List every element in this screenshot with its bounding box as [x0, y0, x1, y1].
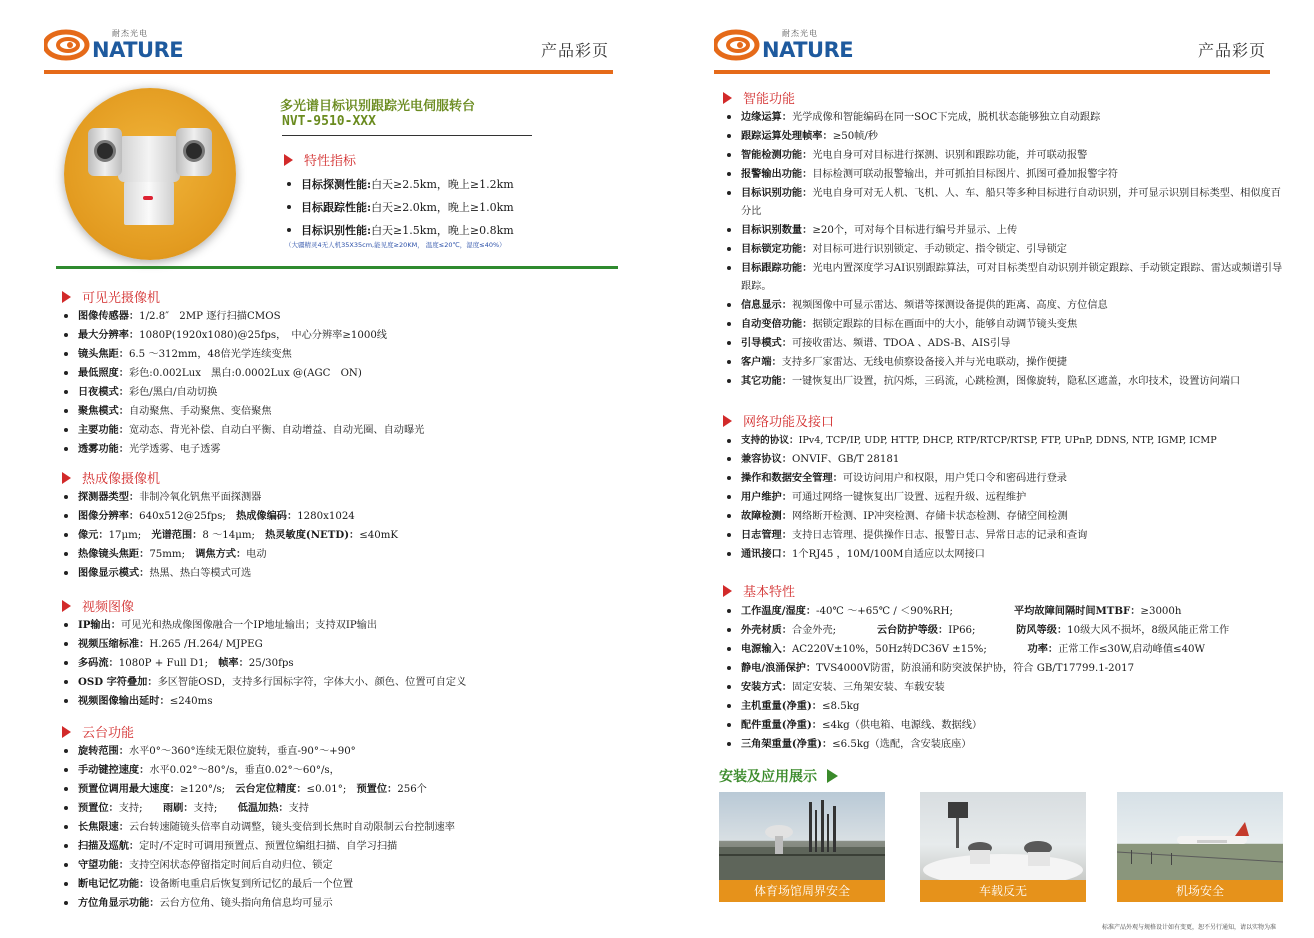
list-item: 透雾功能：光学透雾、电子透雾 — [60, 440, 424, 459]
list-item: 操作和数据安全管理：可设访问用户和权限，用户凭口令和密码进行登录 — [723, 469, 1289, 488]
camera-lens-right — [183, 140, 205, 162]
camera-body — [118, 136, 180, 182]
list-item: 目标跟踪性能:白天≥2.0km，晚上≥1.0km — [283, 196, 514, 219]
section-head-gallery — [719, 766, 838, 786]
header-divider — [714, 70, 1270, 74]
list-item: 配件重量(净重)：≤4kg（供电箱、电源线、数据线） — [723, 716, 1289, 735]
list-item: 报警输出功能：目标检测可联动报警输出，并可抓拍目标图片、抓图可叠加报警字符 — [723, 165, 1283, 184]
list-item: 图像分辨率：640x512@25fps; 热成像编码：1280x1024 — [60, 507, 398, 526]
section-title: 智能功能 — [743, 92, 796, 107]
header — [44, 24, 613, 74]
triangle-bullet-icon — [62, 600, 71, 612]
list-item: 守望功能：支持空闲状态停留指定时间后自动归位、锁定 — [60, 856, 455, 875]
section-head-network — [723, 411, 834, 430]
section-head-smart — [723, 88, 795, 107]
list-item: 旋转范围：水平0°～360°连续无限位旋转，垂直-90°～+90° — [60, 742, 455, 761]
product-model: NVT-9510-XXX — [282, 114, 376, 129]
gallery-photo-stadium — [719, 792, 885, 902]
airport-scene-icon — [1117, 792, 1283, 880]
triangle-bullet-icon — [62, 291, 71, 303]
list-item: 引导模式：可接收雷达、频谱、TDOA 、ADS-B、AIS引导 — [723, 334, 1283, 353]
footnote: 标准产品外观与规格设计如有变更，恕不另行通知，请以实物为准 — [1101, 924, 1276, 931]
brand-name-en: NATURE — [92, 38, 184, 62]
vehicle-scene — [920, 792, 1086, 880]
triangle-bullet-icon — [723, 585, 732, 597]
header-divider — [44, 70, 613, 74]
smart-list — [723, 108, 1283, 391]
list-item: 自动变倍功能：据锁定跟踪的目标在画面中的大小，能够自动调节镜头变焦 — [723, 315, 1283, 334]
brand-name-en: NATURE — [762, 38, 854, 62]
triangle-bullet-icon — [284, 154, 293, 166]
list-item: 目标识别性能:白天≥1.5km，晚上≥0.8km — [283, 219, 514, 242]
product-image — [64, 88, 236, 260]
airport-scene — [1117, 792, 1283, 880]
list-item: 用户维护：可通过网络一键恢复出厂设置、远程升级、远程维护 — [723, 488, 1289, 507]
list-item: 手动键控速度：水平0.02°～80°/s，垂直0.02°～60°/s， — [60, 761, 455, 780]
video-list — [60, 616, 466, 711]
list-item: 外壳材质：合金外壳; 云台防护等级：IP66; 防风等级：10级大风不损坏，8级风能正常工作 — [723, 621, 1289, 640]
list-item: 扫描及巡航：定时/不定时可调用预置点、预置位编组扫描、自学习扫描 — [60, 837, 455, 856]
gallery-photo-airport — [1117, 792, 1283, 902]
camera-lens-left — [94, 140, 116, 162]
list-item: 目标锁定功能：对目标可进行识别锁定、手动锁定、指令锁定、引导锁定 — [723, 240, 1283, 259]
section-title: 热成像摄像机 — [82, 472, 161, 487]
list-item: 目标识别数量：≥20个，可对每个目标进行编号并显示、上传 — [723, 221, 1283, 240]
list-item: 视频图像输出延时：≤240ms — [60, 692, 466, 711]
list-item: 图像传感器：1/2.8″ 2MP 逐行扫描CMOS — [60, 307, 424, 326]
list-item: 支持的协议：IPv4, TCP/IP, UDP, HTTP, DHCP, RTP/RTCP/RTSP, FTP, UPnP, DDNS, NTP, IGMP, ICMP — [723, 432, 1289, 450]
list-item: 最大分辨率：1080P(1920x1080)@25fps， 中心分辨率≥1000线 — [60, 326, 424, 345]
brand-logo — [44, 28, 184, 64]
list-item: 方位角显示功能：云台方位角、镜头指向角信息均可显示 — [60, 894, 455, 913]
list-item: 长焦限速：云台转速随镜头倍率自动调整，镜头变倍到长焦时自动限制云台控制速率 — [60, 818, 455, 837]
visible-camera-list — [60, 307, 424, 459]
list-item: 最低照度：彩色:0.002Lux 黑白:0.0002Lux @(AGC ON) — [60, 364, 424, 383]
camera-base — [124, 180, 174, 225]
list-item: 目标识别功能：光电自身可对无人机、飞机、人、车、船只等多种目标进行自动识别，并可显示识别目标类型、相似度百分比 — [723, 184, 1283, 221]
section-head-ptz — [62, 722, 134, 741]
list-item: 镜头焦距：6.5 ～312mm，48倍光学连续变焦 — [60, 345, 424, 364]
section-title: 网络功能及接口 — [743, 415, 835, 430]
list-item: 主要功能：宽动态、背光补偿、自动白平衡、自动增益、自动光圈、自动曝光 — [60, 421, 424, 440]
triangle-bullet-icon — [723, 92, 732, 104]
stadium-scene — [719, 792, 885, 880]
list-item: 客户端：支持多厂家雷达、无线电侦察设备接入并与光电联动，操作便捷 — [723, 353, 1283, 372]
list-item: 热像镜头焦距：75mm; 调焦方式：电动 — [60, 545, 398, 564]
list-item: 主机重量(净重)：≤8.5kg — [723, 697, 1289, 716]
list-item: 图像显示模式：热黑、热白等模式可选 — [60, 564, 398, 583]
section-head-basic — [723, 581, 795, 600]
list-item: 探测器类型：非制冷氧化钒焦平面探测器 — [60, 488, 398, 507]
list-item: 多码流：1080P + Full D1; 帧率：25/30fps — [60, 654, 466, 673]
list-item: 像元：17μm; 光谱范围：8 ～14μm; 热灵敏度(NETD)：≤40mK — [60, 526, 398, 545]
list-item: 安装方式：固定安装、三角架安装、车载安装 — [723, 678, 1289, 697]
title-divider — [282, 135, 532, 136]
section-head-specs — [284, 150, 356, 169]
brand-logo — [714, 28, 854, 64]
list-item: 目标探测性能:白天≥2.5km，晚上≥1.2km — [283, 173, 514, 196]
section-title: 可见光摄像机 — [82, 291, 161, 306]
thermal-camera-list — [60, 488, 398, 583]
triangle-bullet-icon — [723, 415, 732, 427]
stadium-scene-icon — [719, 792, 885, 880]
triangle-bullet-icon — [62, 472, 71, 484]
list-item: 工作温度/湿度：-40℃ ～+65℃ / ＜90%RH; 平均故障间隔时间MTBF：≥3000h — [723, 602, 1289, 621]
camera-logo-mark — [143, 196, 153, 200]
list-item: 目标跟踪功能：光电内置深度学习AI识别跟踪算法，可对目标类型自动识别并锁定跟踪、手动锁定跟踪、雷达或频谱引导跟踪。 — [723, 259, 1283, 296]
specs-list — [283, 173, 514, 242]
basic-list — [723, 602, 1289, 754]
section-title: 云台功能 — [82, 726, 135, 741]
list-item: 断电记忆功能：设备断电重启后恢复到所记忆的最后一个位置 — [60, 875, 455, 894]
specs-note: （大疆精灵4无人机35X35cm,能见度≥20KM， 温度≤20℃，湿度≤40%） — [285, 241, 506, 249]
list-item: 智能检测功能：光电自身可对目标进行探测、识别和跟踪功能，并可联动报警 — [723, 146, 1283, 165]
list-item: 边缘运算：光学成像和智能编码在同一SOC下完成，脱机状态能够独立自动跟踪 — [723, 108, 1283, 127]
list-item: 日志管理：支持日志管理、提供操作日志、报警日志、异常日志的记录和查询 — [723, 526, 1289, 545]
list-item: 故障检测：网络断开检测、IP冲突检测、存储卡状态检测、存储空间检测 — [723, 507, 1289, 526]
list-item: 预置位调用最大速度：≥120°/s; 云台定位精度：≤0.01°; 预置位：256个 — [60, 780, 455, 799]
list-item: 信息显示：视频图像中可显示雷达、频谱等探测设备提供的距离、高度、方位信息 — [723, 296, 1283, 315]
list-item: 其它功能：一键恢复出厂设置，抗闪烁，三码流，心跳检测，图像旋转，隐私区遮盖，水印技术，设置访问端口 — [723, 372, 1283, 391]
swirl-logo-icon — [44, 28, 90, 62]
list-item: 聚焦模式：自动聚焦、手动聚焦、变倍聚焦 — [60, 402, 424, 421]
gallery-caption: 车载反无 — [920, 880, 1086, 902]
list-item: 跟踪运算处理帧率：≥50帧/秒 — [723, 127, 1283, 146]
page-right — [657, 0, 1314, 938]
triangle-bullet-icon — [827, 769, 838, 783]
section-title: 安装及应用展示 — [719, 769, 817, 785]
network-list — [723, 432, 1289, 564]
gallery-photo-vehicle — [920, 792, 1086, 902]
brand-name-cn: 耐杰光电 — [112, 29, 148, 38]
section-title: 特性指标 — [304, 154, 357, 169]
product-title: 多光谱目标识别跟踪光电伺服转台 — [280, 99, 476, 114]
header — [714, 24, 1270, 74]
list-item: IP输出：可见光和热成像图像融合一个IP地址输出；支持双IP输出 — [60, 616, 466, 635]
vehicle-scene-icon — [920, 792, 1086, 880]
list-item: 兼容协议：ONVIF、GB/T 28181 — [723, 450, 1289, 469]
list-item: 日夜模式：彩色/黑白/自动切换 — [60, 383, 424, 402]
list-item: 静电/浪涌保护：TVS4000V防雷，防浪涌和防突波保护协，符合 GB/T17799.1-2017 — [723, 659, 1289, 678]
green-divider — [56, 266, 618, 269]
list-item: OSD 字符叠加：多区智能OSD，支持多行国标字符，字体大小、颜色、位置可自定义 — [60, 673, 466, 692]
swirl-logo-icon — [714, 28, 760, 62]
ptz-list — [60, 742, 455, 913]
list-item: 电源输入：AC220V±10%，50Hz转DC36V ±15%; 功率：正常工作≤30W,启动峰值≤40W — [723, 640, 1289, 659]
triangle-bullet-icon — [62, 726, 71, 738]
page-label: 产品彩页 — [540, 41, 609, 60]
page-label: 产品彩页 — [1197, 41, 1266, 60]
section-title: 基本特性 — [743, 585, 796, 600]
section-head-thermal-camera — [62, 468, 160, 487]
section-head-video — [62, 596, 134, 615]
section-head-visible-camera — [62, 287, 160, 306]
list-item: 通讯接口：1个RJ45 ，10M/100M自适应以太网接口 — [723, 545, 1289, 564]
list-item: 视频压缩标准：H.265 /H.264/ MJPEG — [60, 635, 466, 654]
gallery-caption: 体育场馆周界安全 — [719, 880, 885, 902]
section-title: 视频图像 — [82, 600, 135, 615]
list-item: 三角架重量(净重)：≤6.5kg（选配，含安装底座） — [723, 735, 1289, 754]
gallery-caption: 机场安全 — [1117, 880, 1283, 902]
brand-name-cn: 耐杰光电 — [782, 29, 818, 38]
list-item: 预置位：支持; 雨刷：支持; 低温加热：支持 — [60, 799, 455, 818]
